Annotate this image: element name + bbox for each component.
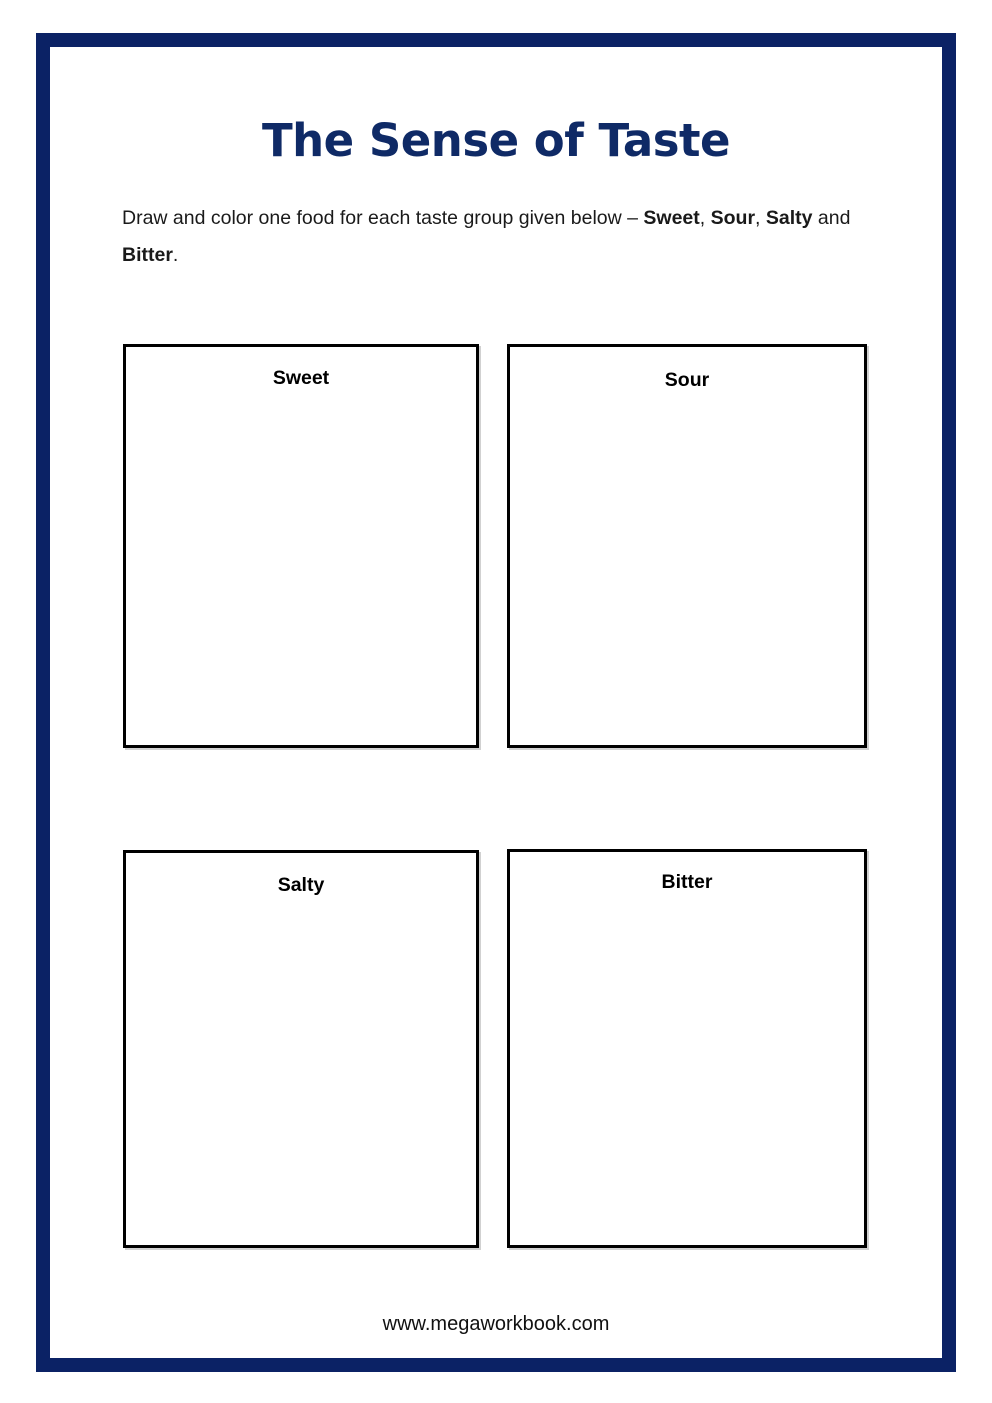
border-notch xyxy=(30,944,33,957)
border-notch xyxy=(30,855,33,872)
border-notch xyxy=(959,1034,962,1051)
border-notch xyxy=(30,769,32,777)
border-notch xyxy=(571,1375,578,1376)
border-notch xyxy=(30,1088,31,1093)
border-notch xyxy=(30,739,33,752)
border-notch xyxy=(959,1364,961,1371)
border-notch xyxy=(695,27,706,30)
instruction-run: and xyxy=(812,207,851,229)
border-notch xyxy=(452,27,471,28)
border-notch xyxy=(959,477,961,493)
border-notch xyxy=(959,808,961,813)
border-notch xyxy=(959,794,960,807)
border-notch xyxy=(959,626,962,630)
border-notch xyxy=(836,1375,842,1377)
border-notch xyxy=(783,27,791,28)
border-notch xyxy=(959,258,961,267)
border-notch xyxy=(30,1030,31,1041)
instruction-run: . xyxy=(172,244,179,266)
border-notch xyxy=(597,27,606,30)
border-notch xyxy=(602,1375,607,1376)
border-notch xyxy=(959,561,962,571)
border-notch xyxy=(30,516,32,524)
border-notch xyxy=(857,27,868,29)
border-notch xyxy=(555,27,562,29)
border-notch xyxy=(557,1375,567,1377)
border-notch xyxy=(900,1375,919,1376)
instruction-emphasis: Sour xyxy=(710,207,756,229)
border-notch xyxy=(74,1375,79,1378)
border-notch xyxy=(123,27,131,30)
border-notch xyxy=(959,35,960,50)
border-notch xyxy=(478,27,487,28)
border-notch xyxy=(761,1375,766,1376)
instruction-run: , xyxy=(755,207,766,229)
border-notch xyxy=(30,82,32,89)
border-notch xyxy=(30,803,31,812)
border-notch xyxy=(959,889,962,902)
border-notch xyxy=(127,1375,144,1376)
border-notch xyxy=(30,1164,33,1181)
border-notch xyxy=(30,217,31,232)
border-notch xyxy=(959,1063,962,1080)
border-notch xyxy=(821,27,841,29)
border-notch xyxy=(221,27,229,30)
border-notch xyxy=(831,27,849,28)
border-notch xyxy=(30,423,33,428)
drawing-box-label-sweet: Sweet xyxy=(272,367,330,389)
border-notch xyxy=(30,531,31,538)
border-notch xyxy=(569,27,588,30)
border-notch xyxy=(484,1375,497,1377)
border-notch xyxy=(911,1375,931,1376)
border-notch xyxy=(959,873,962,887)
border-notch xyxy=(91,27,106,29)
border-notch xyxy=(30,693,31,704)
border-notch xyxy=(382,27,395,28)
border-notch xyxy=(317,1375,325,1378)
border-notch xyxy=(959,989,962,1002)
border-notch xyxy=(492,1375,507,1376)
border-notch xyxy=(743,1375,756,1377)
border-notch xyxy=(959,746,962,758)
border-notch xyxy=(959,307,960,312)
border-notch xyxy=(313,27,325,28)
border-notch xyxy=(542,1375,554,1378)
border-notch xyxy=(652,27,657,29)
page-title: The Sense of Taste xyxy=(261,114,731,167)
border-notch xyxy=(959,727,961,733)
border-notch xyxy=(368,1375,380,1376)
border-notch xyxy=(959,517,960,524)
border-notch xyxy=(403,1375,411,1376)
border-notch xyxy=(959,206,962,216)
border-notch xyxy=(30,606,33,613)
border-notch xyxy=(399,27,416,30)
border-notch xyxy=(38,1375,59,1376)
border-notch xyxy=(959,1139,961,1152)
border-notch xyxy=(959,406,960,412)
border-notch xyxy=(959,370,960,387)
footer-website-url: www.megaworkbook.com xyxy=(382,1313,610,1335)
border-notch xyxy=(889,1375,894,1377)
border-notch xyxy=(959,644,962,659)
border-notch xyxy=(721,1375,735,1376)
instruction-run: Draw and color one food for each taste group given below – xyxy=(122,207,644,229)
border-notch xyxy=(584,27,601,28)
border-notch xyxy=(959,770,962,783)
border-notch xyxy=(959,1020,961,1035)
drawing-box-salty[interactable] xyxy=(123,850,479,1248)
border-notch xyxy=(30,1014,33,1031)
border-notch xyxy=(74,27,91,29)
border-notch xyxy=(30,722,32,729)
border-notch xyxy=(30,575,33,590)
border-notch xyxy=(959,437,960,451)
border-notch xyxy=(788,1375,795,1378)
border-notch xyxy=(30,1201,31,1209)
border-notch xyxy=(274,1375,281,1376)
border-notch xyxy=(959,221,962,229)
border-notch xyxy=(616,1375,627,1377)
border-notch xyxy=(456,1375,462,1378)
border-notch xyxy=(959,945,962,949)
instruction-run: , xyxy=(699,207,711,229)
border-notch xyxy=(929,27,934,28)
border-notch xyxy=(186,1375,201,1376)
border-notch xyxy=(680,1375,698,1376)
border-notch xyxy=(716,27,727,30)
border-notch xyxy=(30,815,31,827)
border-notch xyxy=(959,973,961,986)
instruction-emphasis: Bitter xyxy=(122,244,173,266)
border-notch xyxy=(30,1233,31,1246)
border-notch xyxy=(959,45,962,50)
border-notch xyxy=(30,44,31,56)
drawing-box-bitter[interactable] xyxy=(507,849,867,1248)
border-notch xyxy=(363,27,371,29)
drawing-box-label-bitter: Bitter xyxy=(661,871,713,893)
border-notch xyxy=(242,27,255,29)
border-notch xyxy=(676,27,684,28)
border-notch xyxy=(30,929,31,937)
border-notch xyxy=(522,27,534,29)
border-notch xyxy=(959,859,961,875)
border-notch xyxy=(428,1375,448,1378)
border-notch xyxy=(148,1375,156,1378)
border-notch xyxy=(30,255,31,272)
border-notch xyxy=(30,888,32,898)
border-notch xyxy=(32,27,48,30)
border-notch xyxy=(30,1133,33,1143)
border-notch xyxy=(224,1375,239,1377)
border-notch xyxy=(654,1375,659,1377)
border-notch xyxy=(30,872,33,880)
border-notch xyxy=(959,1091,962,1097)
border-notch xyxy=(638,27,645,28)
border-notch xyxy=(959,1170,961,1183)
border-notch xyxy=(181,27,198,30)
border-notch xyxy=(148,27,153,28)
border-notch xyxy=(959,333,961,346)
border-notch xyxy=(30,29,33,43)
border-notch xyxy=(863,1375,884,1378)
border-notch xyxy=(30,985,33,989)
instruction-text xyxy=(122,200,882,274)
border-notch xyxy=(827,1375,839,1378)
border-notch xyxy=(423,27,439,28)
border-notch xyxy=(612,27,622,30)
border-notch xyxy=(959,581,962,588)
border-notch xyxy=(30,436,31,447)
border-notch xyxy=(756,27,775,28)
border-notch xyxy=(959,88,961,103)
border-notch xyxy=(959,170,961,185)
border-notch xyxy=(30,643,31,647)
drawing-box-sweet[interactable] xyxy=(123,344,479,748)
border-notch xyxy=(30,789,33,802)
border-notch xyxy=(30,661,31,667)
border-notch xyxy=(811,27,825,29)
border-notch xyxy=(959,694,960,702)
border-notch xyxy=(204,1375,225,1378)
border-notch xyxy=(959,1206,961,1213)
border-notch xyxy=(30,970,32,985)
border-notch xyxy=(959,429,962,437)
border-notch xyxy=(30,1120,33,1124)
instruction-emphasis: Sweet xyxy=(643,207,700,229)
border-notch xyxy=(30,302,33,306)
border-notch xyxy=(201,27,212,29)
drawing-box-label-salty: Salty xyxy=(277,874,325,896)
border-notch xyxy=(959,1234,962,1239)
border-notch xyxy=(959,668,961,672)
drawing-box-label-sour: Sour xyxy=(664,369,710,391)
border-notch xyxy=(959,282,961,290)
border-notch xyxy=(590,1375,597,1377)
border-notch xyxy=(46,27,62,29)
border-notch xyxy=(959,1287,962,1294)
border-notch xyxy=(383,1375,397,1377)
border-notch xyxy=(908,27,923,29)
border-notch xyxy=(524,1375,533,1376)
instruction-emphasis: Salty xyxy=(765,207,813,229)
border-notch xyxy=(959,1127,962,1131)
border-notch xyxy=(30,1262,31,1268)
drawing-box-sour[interactable] xyxy=(507,344,867,748)
border-notch xyxy=(885,27,896,28)
border-notch xyxy=(739,27,751,28)
border-notch xyxy=(699,1375,713,1376)
border-notch xyxy=(30,201,31,210)
border-notch xyxy=(346,27,356,28)
border-notch xyxy=(30,626,31,640)
border-notch xyxy=(641,1375,649,1377)
border-notch xyxy=(248,1375,256,1378)
border-notch xyxy=(30,475,31,481)
border-notch xyxy=(959,1345,961,1351)
border-notch xyxy=(49,1375,64,1377)
border-notch xyxy=(347,1375,362,1377)
border-notch xyxy=(30,1286,33,1297)
border-notch xyxy=(274,27,287,30)
border-notch xyxy=(30,279,33,292)
border-notch xyxy=(91,1375,102,1376)
border-notch xyxy=(959,1262,961,1277)
border-notch xyxy=(30,1342,31,1352)
border-notch xyxy=(30,331,33,344)
border-notch xyxy=(959,532,962,539)
border-notch xyxy=(30,403,31,417)
border-notch xyxy=(817,1375,834,1376)
border-notch xyxy=(294,1375,302,1378)
border-notch xyxy=(491,27,500,28)
border-notch xyxy=(896,27,915,29)
border-notch xyxy=(30,1056,32,1064)
border-notch xyxy=(931,1375,936,1377)
border-notch xyxy=(959,612,961,624)
border-notch xyxy=(959,936,960,942)
border-notch xyxy=(30,1364,32,1378)
border-notch xyxy=(30,554,31,562)
border-notch xyxy=(30,164,33,169)
border-notch xyxy=(294,27,311,28)
border-notch xyxy=(535,27,550,28)
border-notch xyxy=(30,364,32,379)
border-notch xyxy=(959,816,960,830)
